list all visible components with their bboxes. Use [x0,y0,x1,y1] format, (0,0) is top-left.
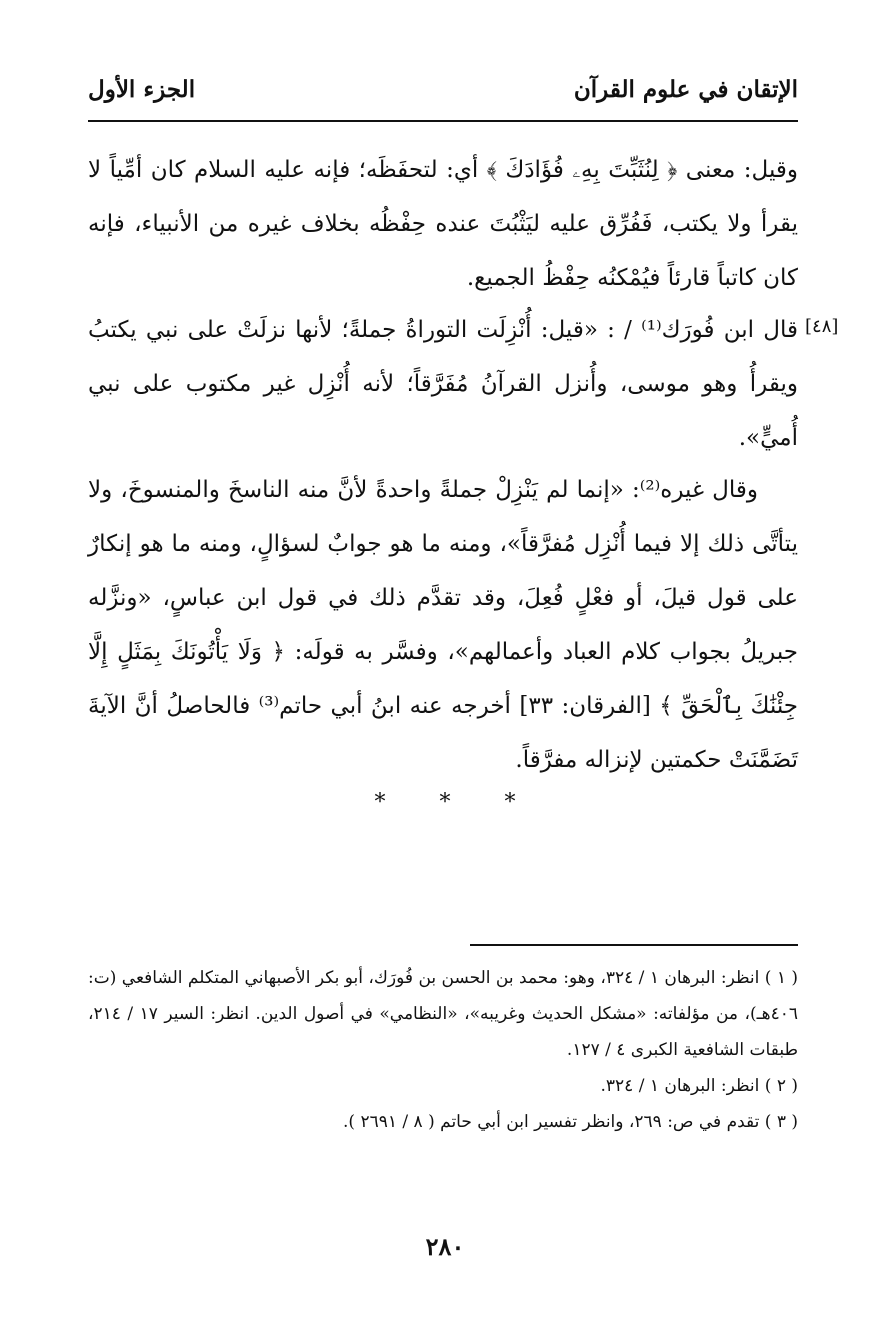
paragraph-1-text: وقيل: معنى ﴿ لِنُثَبِّتَ بِهِۦ فُؤَادَكَ ﴾ أي: لتحفَظَه؛ فإنه عليه السلام كان أمِّياً لا يقرأ ولا يكتب، فَفُرِّق عليه ليَثْبُتَ عنده حِفْظُه بخلاف غيره من الأنبياء، فإنه كان كاتباً قارئاً فيُمْكنُه حِفْظُ الجميع. [88,157,798,291]
volume-label: الجزء الأول [88,76,196,103]
separator-star: * [374,790,386,815]
separator-star: * [504,790,516,815]
footnote-1: ( ١ ) انظر: البرهان ١ / ٣٢٤، وهو: محمد بن الحسن بن فُورَك، أبو بكر الأصبهاني المتكلم الشافعي (ت: ٤٠٦هـ)، من مؤلفاته: «مشكل الحديث وغريبه»، «النظامي» في أصول الدين. انظر: السير ١٧ / ٢١٤، طبقات الشافعية الكبرى ٤ / ١٢٧. [88,968,798,1060]
book-title: الإتقان في علوم القرآن [573,76,798,103]
footnote-3: ( ٣ ) تقدم في ص: ٢٦٩، وانظر تفسير ابن أبي حاتم ( ٨ / ٢٦٩١ ). [343,1112,798,1132]
paragraph-1 [88,143,798,305]
paragraph-3 [88,463,798,787]
footnote-rule [470,944,798,946]
paragraph-2-text: قال ابن فُورَك⁽¹⁾ / : «قيل: أُنْزِلَت التوراةُ جملةً؛ لأنها نزلَتْ على نبي يكتبُ ويقرأُ وهو موسى، وأُنزل القرآنُ مُفَرَّقاً؛ لأنه أُنْزِل غير مكتوب على نبي أُميٍّ». [88,317,798,451]
page-number: ٢٨٠ [425,1232,465,1261]
running-header [88,70,798,114]
footnote-2: ( ٢ ) انظر: البرهان ١ / ٣٢٤. [600,1076,798,1096]
paragraph-3-text: وقال غيره⁽²⁾: «إنما لم يَنْزِلْ جملةً واحدةً لأنَّ منه الناسخَ والمنسوخَ، ولا يتأتَّى ذلك إلا فيما أُنْزِل مُفرَّقاً»، ومنه ما هو جوابٌ لسؤالٍ، ومنه ما هو إنكارٌ على قول قيلَ، أو فعْلٍ فُعِلَ، وقد تقدَّم ذلك في قول ابن عباسٍ، «ونزَّله جبريلُ بجواب كلام العباد وأعمالهم»، وفسَّر به قولَه: ﴿ وَلَا يَأْتُونَكَ بِمَثَلٍ إِلَّا جِئْنَٰكَ بِٱلْحَقِّ ﴾ [الفرقان: ٣٣] أخرجه عنه ابنُ أبي حاتم⁽³⁾ فالحاصلُ أنَّ الآيةَ تَضَمَّنَتْ حكمتين لإنزاله مفرَّقاً. [88,477,798,773]
header-rule [88,120,798,122]
separator-star: * [439,790,451,815]
footnotes [88,960,798,1140]
section-separator [0,790,890,815]
paragraph-2 [88,303,798,465]
margin-page-reference: [٤٨] [805,316,839,337]
